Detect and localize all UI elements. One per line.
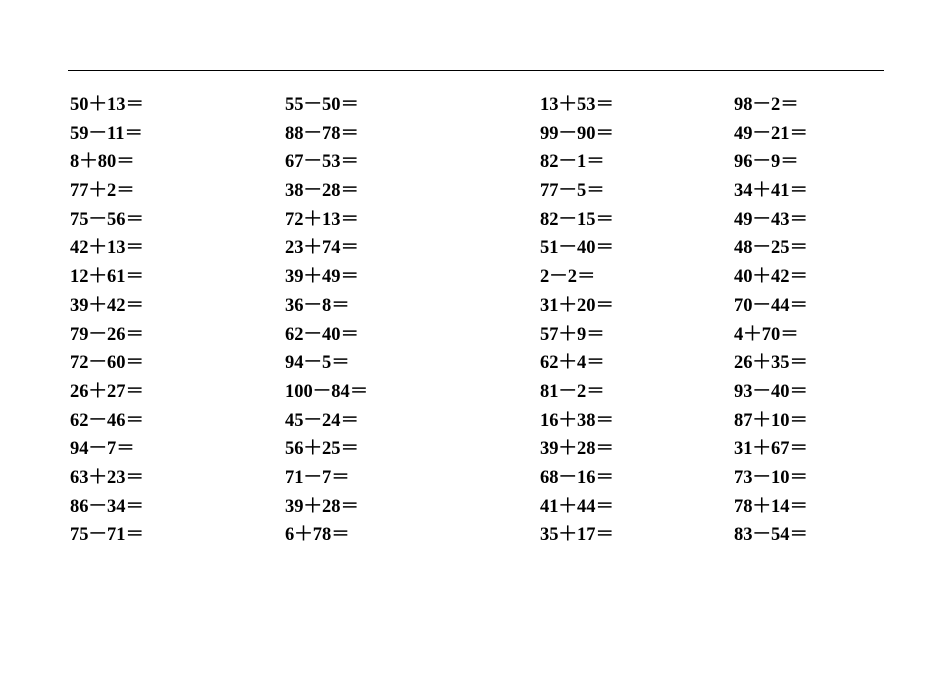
- problem-cell: 57＋9＝: [540, 324, 605, 345]
- problem-cell: 49－43＝: [734, 209, 809, 230]
- problem-cell: 23＋74＝: [285, 238, 360, 259]
- problem-row: [70, 464, 870, 493]
- problem-cell: 16＋38＝: [540, 410, 615, 431]
- problem-grid: [70, 91, 870, 550]
- problem-cell: 6＋78＝: [285, 525, 350, 546]
- problem-cell: 42＋13＝: [70, 238, 145, 259]
- problem-cell: 82－15＝: [540, 209, 615, 230]
- problem-cell: 62－40＝: [285, 324, 360, 345]
- problem-row: [70, 148, 870, 177]
- problem-cell: 39＋49＝: [285, 267, 360, 288]
- problem-cell: 51－40＝: [540, 238, 615, 259]
- problem-row: [70, 177, 870, 206]
- problem-row: [70, 206, 870, 235]
- problem-row: [70, 292, 870, 321]
- problem-row: [70, 493, 870, 522]
- problem-cell: 45－24＝: [285, 410, 360, 431]
- problem-row: [70, 120, 870, 149]
- problem-cell: 63＋23＝: [70, 467, 145, 488]
- problem-cell: 70－44＝: [734, 295, 809, 316]
- problem-cell: 34＋41＝: [734, 181, 809, 202]
- problem-row: [70, 263, 870, 292]
- problem-cell: 72＋13＝: [285, 209, 360, 230]
- problem-cell: 39＋42＝: [70, 295, 145, 316]
- problem-row: [70, 378, 870, 407]
- problem-cell: 31＋20＝: [540, 295, 615, 316]
- problem-cell: 48－25＝: [734, 238, 809, 259]
- problem-cell: 75－56＝: [70, 209, 145, 230]
- problem-cell: 94－5＝: [285, 353, 350, 374]
- problem-cell: 77－5＝: [540, 181, 605, 202]
- problem-cell: 39＋28＝: [285, 496, 360, 517]
- problem-cell: 55－50＝: [285, 95, 360, 115]
- problem-cell: 81－2＝: [540, 381, 605, 402]
- problem-row: [70, 521, 870, 550]
- problem-cell: 38－28＝: [285, 181, 360, 202]
- problem-cell: 79－26＝: [70, 324, 145, 345]
- top-rule: [68, 70, 884, 71]
- problem-cell: 100－84＝: [285, 381, 369, 402]
- problem-cell: 26＋35＝: [734, 353, 809, 374]
- problem-cell: 73－10＝: [734, 467, 809, 488]
- problem-cell: 50＋13＝: [70, 95, 145, 115]
- problem-row: [70, 435, 870, 464]
- problem-cell: 41＋44＝: [540, 496, 615, 517]
- problem-cell: 26＋27＝: [70, 381, 145, 402]
- problem-cell: 98－2＝: [734, 95, 799, 115]
- problem-cell: 49－21＝: [734, 123, 809, 144]
- problem-cell: 56＋25＝: [285, 439, 360, 460]
- problem-cell: 75－71＝: [70, 525, 145, 546]
- problem-row: [70, 349, 870, 378]
- problem-cell: 36－8＝: [285, 295, 350, 316]
- problem-cell: 93－40＝: [734, 381, 809, 402]
- problem-cell: 40＋42＝: [734, 267, 809, 288]
- problem-cell: 71－7＝: [285, 467, 350, 488]
- problem-cell: 4＋70＝: [734, 324, 799, 345]
- problem-row: [70, 407, 870, 436]
- problem-cell: 31＋67＝: [734, 439, 809, 460]
- problem-cell: 67－53＝: [285, 152, 360, 173]
- problem-cell: 12＋61＝: [70, 267, 145, 288]
- problem-cell: 87＋10＝: [734, 410, 809, 431]
- problem-row: [70, 321, 870, 350]
- problem-cell: 8＋80＝: [70, 152, 135, 173]
- problem-cell: 13＋53＝: [540, 95, 615, 115]
- problem-cell: 77＋2＝: [70, 181, 135, 202]
- problem-cell: 35＋17＝: [540, 525, 615, 546]
- problem-cell: 59－11＝: [70, 123, 143, 144]
- problem-cell: 96－9＝: [734, 152, 799, 173]
- problem-cell: 2－2＝: [540, 267, 596, 288]
- problem-cell: 94－7＝: [70, 439, 135, 460]
- problem-cell: 68－16＝: [540, 467, 615, 488]
- problem-cell: 82－1＝: [540, 152, 605, 173]
- problem-cell: 78＋14＝: [734, 496, 809, 517]
- problem-row: [70, 91, 870, 120]
- problem-cell: 99－90＝: [540, 123, 615, 144]
- problem-row: [70, 234, 870, 263]
- problem-cell: 39＋28＝: [540, 439, 615, 460]
- problem-cell: 72－60＝: [70, 353, 145, 374]
- problem-cell: 83－54＝: [734, 525, 809, 546]
- problem-cell: 86－34＝: [70, 496, 145, 517]
- problem-cell: 88－78＝: [285, 123, 360, 144]
- problem-cell: 62＋4＝: [540, 353, 605, 374]
- problem-cell: 62－46＝: [70, 410, 145, 431]
